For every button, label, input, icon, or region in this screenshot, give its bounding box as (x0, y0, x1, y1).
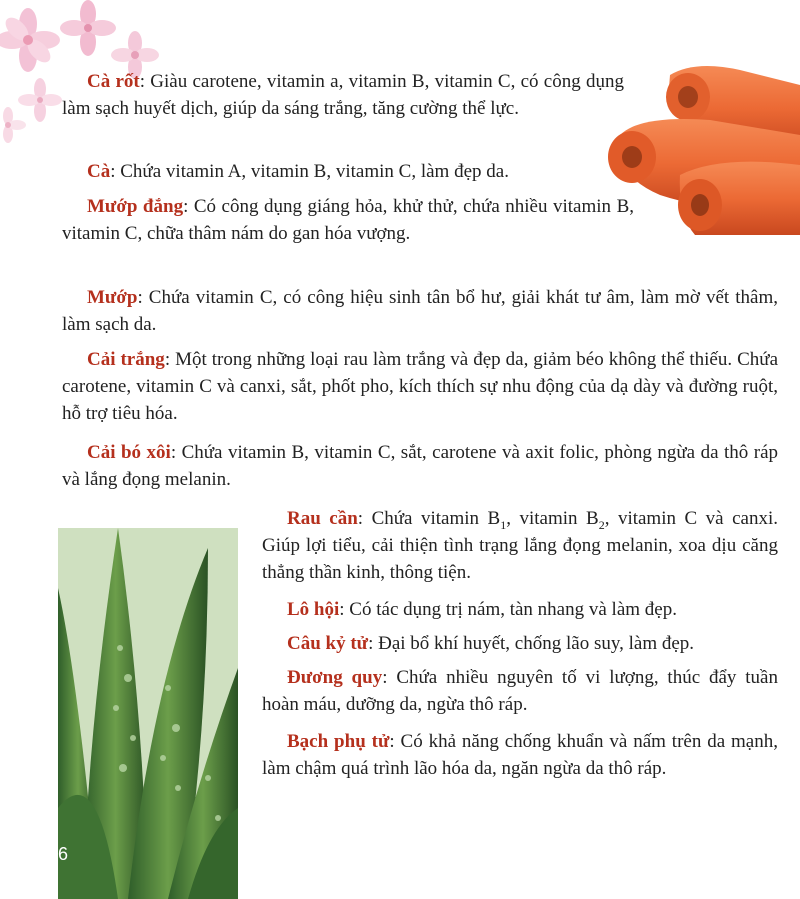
entry-cai-trang (62, 346, 778, 427)
entry-text: : Chứa vitamin A, vitamin B, vitamin C, làm đẹp da. (110, 161, 509, 182)
entry-term: Mướp đắng (87, 196, 184, 217)
entry-term: Cải bó xôi (87, 442, 171, 463)
entry-cau-ky-tu (262, 630, 778, 657)
entry-term: Cải trắng (87, 349, 165, 370)
subscript: 2 (598, 517, 605, 532)
aloe-vera-image (58, 528, 238, 899)
entry-bach-phu-tu (262, 728, 778, 782)
entry-rau-can (262, 505, 778, 586)
entry-term: Cà rốt (87, 71, 140, 92)
entry-text: : Một trong những loại rau làm trắng và đẹp da, giảm béo không thể thiếu. Chứa carotene, vitamin C và canxi, sắt, phốt pho, kích thích sự nhu động của dạ dày và đường ruột, hỗ trợ tiêu hóa. (62, 349, 778, 424)
entry-text: : Đại bổ khí huyết, chống lão suy, làm đẹp. (368, 633, 695, 654)
entry-text: , vitamin B (506, 508, 599, 529)
entry-term: Đương quy (287, 667, 383, 688)
entry-text: : Chứa vitamin C, có công hiệu sinh tân bổ hư, giải khát tư âm, làm mờ vết thâm, làm sạch da. (62, 287, 778, 335)
entry-text: : Có công dụng giáng hỏa, khử thử, chứa nhiều vitamin B, vitamin C, chữa thâm nám do gan hóa vượng. (62, 196, 634, 244)
entry-muop (62, 284, 778, 338)
entry-text: : Có khả năng chống khuẩn và nấm trên da mạnh, làm chậm quá trình lão hóa da, ngăn ngừa da thô ráp. (262, 731, 778, 779)
entry-text: , vitamin C và canxi. Giúp lợi tiểu, cải thiện tình trạng lắng đọng melanin, xoa dịu căng thẳng thần kinh, thông tiện. (262, 508, 778, 583)
page-number: 6 (58, 844, 69, 864)
entry-text: : Giàu carotene, vitamin a, vitamin B, vitamin C, có công dụng làm sạch huyết dịch, giúp da sáng trắng, tăng cường thể lực. (62, 71, 624, 119)
entry-ca (62, 158, 624, 185)
entry-text: : Chứa vitamin B, vitamin C, sắt, carotene và axit folic, phòng ngừa da thô ráp và lắng đọng melanin. (62, 442, 778, 490)
entry-text: : Có tác dụng trị nám, tàn nhang và làm đẹp. (339, 599, 677, 620)
entry-term: Mướp (87, 287, 138, 308)
entry-lo-hoi (262, 596, 778, 623)
entry-duong-quy (262, 664, 778, 718)
subscript: 1 (500, 517, 507, 532)
entry-term: Bạch phụ tử (287, 731, 390, 752)
entry-ca-rot (62, 68, 624, 122)
entry-term: Câu kỷ tử (287, 633, 369, 654)
entry-text: : Chứa vitamin B (357, 508, 501, 529)
entry-text: : Chứa nhiều nguyên tố vi lượng, thúc đẩy tuần hoàn máu, dưỡng da, ngừa thô ráp. (262, 667, 778, 715)
entry-term: Cà (87, 161, 111, 182)
entry-cai-bo-xoi (62, 439, 778, 493)
entry-muop-dang (62, 193, 634, 247)
entry-term: Rau cần (287, 508, 358, 529)
entry-term: Lô hội (287, 599, 340, 620)
